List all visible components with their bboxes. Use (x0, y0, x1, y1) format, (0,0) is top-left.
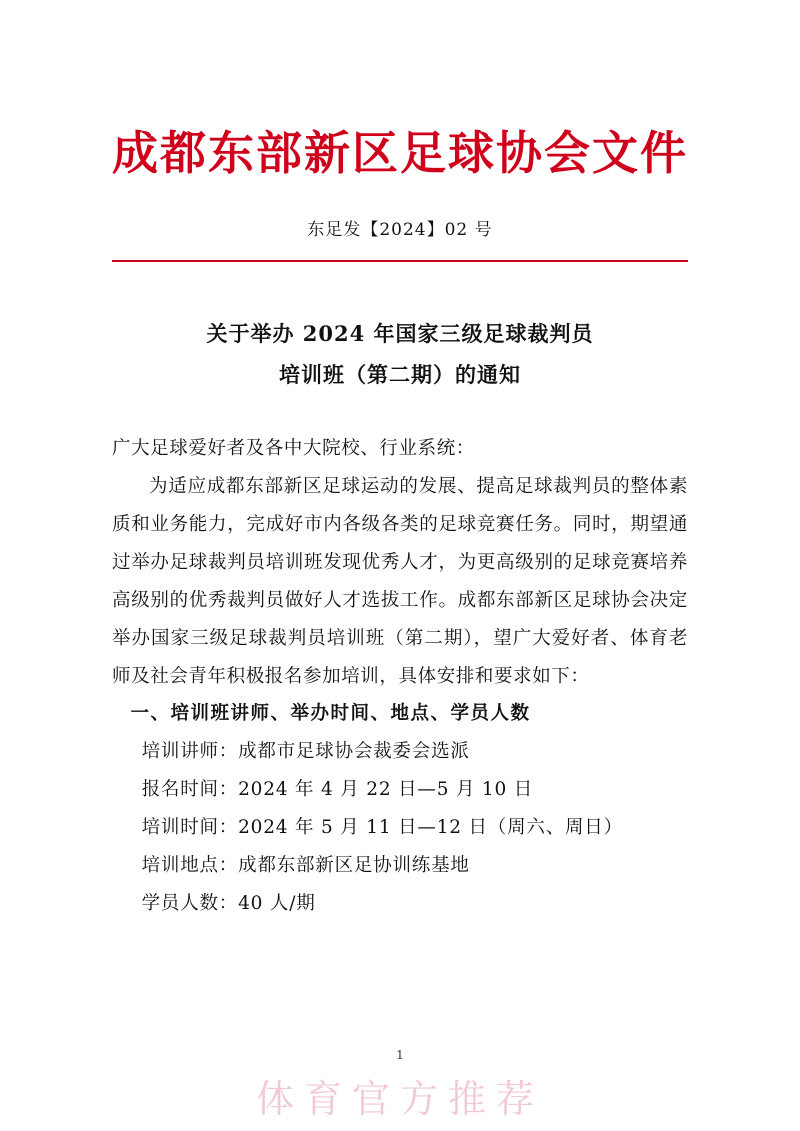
section-heading-1: 一、培训班讲师、举办时间、地点、学员人数 (130, 703, 531, 725)
list-item: 培训讲师：成都市足球协会裁委会选派 (141, 741, 470, 763)
subject-line-1: 关于举办 2024 年国家三级足球裁判员 (206, 321, 594, 347)
masthead (112, 128, 688, 262)
watermark: 体育官方推荐 (255, 1077, 544, 1121)
list-item: 培训时间：2024 年 5 月 11 日—12 日（周六、周日） (141, 817, 623, 839)
subject-line-2: 培训班（第二期）的通知 (279, 362, 521, 388)
document-body (112, 430, 688, 923)
list-item: 学员人数：40 人/期 (141, 893, 316, 915)
subject-title (112, 314, 688, 396)
paragraph-1: 为适应成都东部新区足球运动的发展、提高足球裁判员的整体素质和业务能力，完成好市内各级各类的足球竞赛任务。同时，期望通过举办足球裁判员培训班发现优秀人才，为更高级别的足球竞赛培养高级别的优秀裁判员做好人才选拔工作。成都东部新区足球协会决定举办国家三级足球裁判员培训班（第二期），望广大爱好者、体育老师及社会青年积极报名参加培训，具体安排和要求如下： (112, 475, 688, 687)
salutation: 广大足球爱好者及各中大院校、行业系统： (112, 437, 475, 459)
list-item: 培训地点：成都东部新区足协训练基地 (141, 855, 470, 877)
document-number: 东足发【2024】02 号 (307, 219, 493, 240)
list-item: 报名时间：2024 年 4 月 22 日—5 月 10 日 (141, 779, 534, 801)
page-number: 1 (396, 1048, 404, 1062)
masthead-title: 成都东部新区足球协会文件 (112, 126, 688, 180)
red-divider-rule (112, 260, 688, 263)
